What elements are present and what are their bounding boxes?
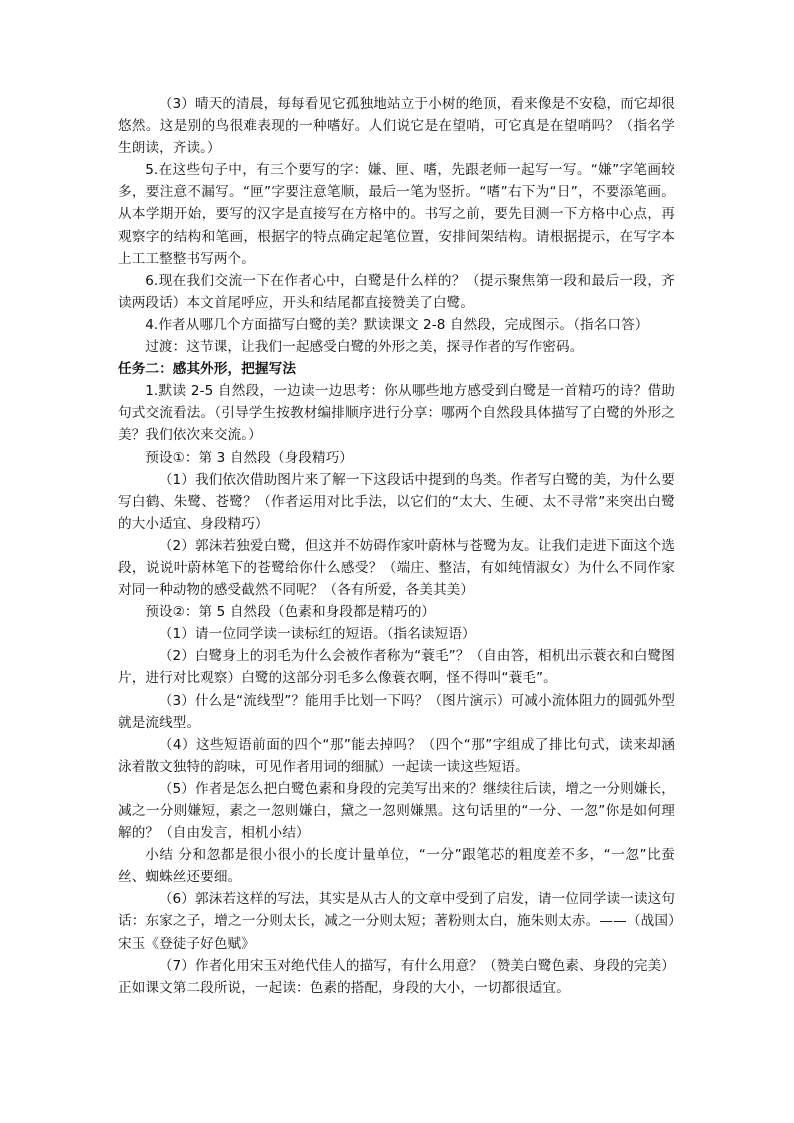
paragraph: （1）请一位同学读一读标红的短语。（指名读短语） (158, 626, 476, 643)
paragraph: 6.现在我们交流一下在作者心中，白鹭是什么样的？（提示聚焦第一段和最后一段，齐读两段话）本文首尾呼应，开头和结尾都直接赞美了白鹭。 (118, 272, 675, 311)
paragraph: 过渡：这节课，让我们一起感受白鹭的外形之美，探寻作者的写作密码。 (145, 339, 584, 356)
paragraph: 预设②：第 5 自然段（色素和身段都是精巧的） (145, 604, 436, 621)
paragraph: （5）作者是怎么把白鹭色素和身段的完美写出来的？继续往后读，增之一分则嫌长，减之一分则嫌短，素之一忽则嫌白，黛之一忽则嫌黑。这句话里的“一分、一忽”你是如何理解的？（自由发言，相机小结） (118, 780, 675, 842)
paragraph: （4）这些短语前面的四个“那”能去掉吗？（四个“那”字组成了排比句式，读来却涵泳着散文独特的韵味，可见作者用词的细腻）一起读一读这些短语。 (118, 736, 675, 775)
section-heading: 任务二：感其外形，把握写法 (118, 361, 297, 378)
paragraph: 1.默读 2-5 自然段，一边读一边思考：你从哪些地方感受到白鹭是一首精巧的诗？借助句式交流看法。（引导学生按教材编排顺序进行分享：哪两个自然段具体描写了白鹭的外形之美？我们依次来交流。） (118, 383, 675, 444)
paragraph: （3）晴天的清晨，每每看见它孤独地站立于小树的绝顶，看来像是不安稳，而它却很悠然。这是别的鸟很难表现的一种嗜好。人们说它是在望哨，可它真是在望哨吗？（指名学生朗读，齐读。） (118, 96, 675, 157)
paragraph: （2）郭沫若独爱白鹭，但这并不妨碍作家叶蔚林与苍鹭为友。让我们走进下面这个选段，说说叶蔚林笔下的苍鹭给你什么感受？（端庄、整洁，有如纯情淑女）为什么不同作家对同一种动物的感受截然不同呢？（各有所爱，各美其美） (118, 537, 675, 599)
paragraph: （1）我们依次借助图片来了解一下这段话中提到的鸟类。作者写白鹭的美，为什么要写白鹤、朱鹭、苍鹭？（作者运用对比手法，以它们的“太大、生硬、太不寻常”来突出白鹭的大小适宜、身段精巧） (118, 471, 675, 532)
paragraph: 小结 分和忽都是很小很小的长度计量单位，“一分”跟笔芯的粗度差不多，“一忽”比蚕丝、蜘蛛丝还要细。 (118, 847, 675, 886)
paragraph: （7）作者化用宋玉对绝代佳人的描写，有什么用意？（赞美白鹭色素、身段的完美）正如课文第二段所说，一起读：色素的搭配，身段的大小，一切都很适宜。 (118, 957, 675, 996)
document-page (118, 93, 675, 999)
paragraph: 预设①：第 3 自然段（身段精巧） (145, 449, 354, 466)
paragraph: （3）什么是“流线型”？能用手比划一下吗？（图片演示）可减小流体阻力的圆弧外型就是流线型。 (118, 692, 675, 731)
paragraph: （2）白鹭身上的羽毛为什么会被作者称为“蓑毛”？（自由答，相机出示蓑衣和白鹭图片，进行对比观察）白鹭的这部分羽毛多么像蓑衣啊，怪不得叫“蓑毛”。 (118, 648, 675, 687)
paragraph: 5.在这些句子中，有三个要写的字：嫌、匣、嗜，先跟老师一起写一写。“嫌”字笔画较多，要注意不漏写。“匣”字要注意笔顺，最后一笔为竖折。“嗜”右下为“日”，不要添笔画。从本学期开始，要写的汉字是直接写在方格中的。书写之前，要先目测一下方格中心点，再观察字的结构和笔画，根据字的特点确定起笔位置，安排间架结构。请根据提示，在写字本上工工整整书写两个。 (118, 162, 675, 267)
paragraph: （6）郭沫若这样的写法，其实是从古人的文章中受到了启发，请一位同学读一读这句话：东家之子，增之一分则太长，减之一分则太短；著粉则太白，施朱则太赤。——（战国）宋玉《登徒子好色赋》 (118, 891, 675, 952)
paragraph: 4.作者从哪几个方面描写白鹭的美？默读课文 2-8 自然段，完成图示。（指名口答） (145, 316, 649, 333)
